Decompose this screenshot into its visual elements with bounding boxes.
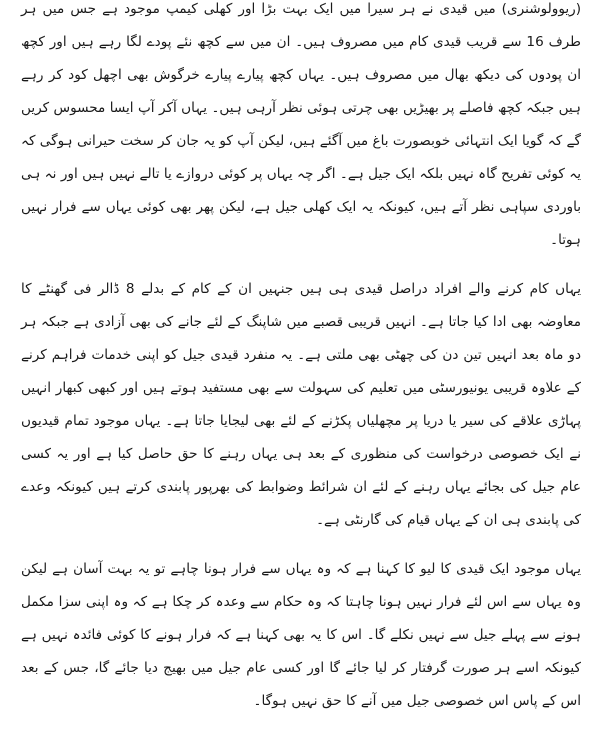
article-paragraph: یہاں کام کرنے والے افراد دراصل قیدی ہی ہیں جنہیں ان کے کام کے بدلے 8 ڈالر فی گھنٹے کا معاوضہ بھی ادا کیا جاتا ہے۔ انہیں قریبی قصبے میں شاپنگ کے لئے جانے کی بھی آزادی ہے جبکہ ہر دو ماہ بعد انہیں تین دن کی چھٹی بھی ملتی ہے۔ یہ منفرد قیدی جیل کو اپنی خدمات فراہم کرنے کے علاوہ قریبی یونیورسٹی میں تعلیم کی سہولت سے بھی مستفید ہوتے ہیں اور کبھی کبھار انہیں پہاڑی علاقے کی سیر یا دریا پر مچھلیاں پکڑنے کے لئے بھی لیجایا جاتا ہے۔ یہاں موجود تمام قیدیوں نے ایک خصوصی درخواست کی منظوری کے بعد ہی یہاں رہنے کا حق حاصل کیا ہے اور یہ کسی عام جیل کی بجائے یہاں رہنے کے لئے ان شرائط وضوابط کی بھرپور پابندی کرتے ہیں کیونکہ وعدے کی پابندی ہی ان کے یہاں قیام کی گارنٹی ہے۔ [21,281,582,528]
article-body [21,0,581,734]
article-paragraph: یہاں موجود ایک قیدی کا لیو کا کہنا ہے کہ وہ یہاں سے فرار ہونا چاہے تو یہ بہت آسان ہے لیکن وہ یہاں سے اس لئے فرار نہیں ہونا چاہتا کہ وہ حکام سے وعدہ کر چکا ہے کہ وہ اپنی سزا مکمل ہونے سے پہلے جیل سے نہیں نکلے گا۔ اس کا یہ بھی کہنا ہے کہ فرار ہونے کا کوئی فائدہ نہیں ہے کیونکہ اسے ہر صورت گرفتار کر لیا جائے گا اور کسی عام جیل میں بھیج دیا جائے گا، جس کے بعد اس کے پاس اس خصوصی جیل میں آنے کا حق نہیں ہوگا۔ [21,561,581,709]
article-paragraph: (ریوولوشنری) میں قیدی نے ہر سیرا میں ایک بہت بڑا اور کھلی کیمپ موجود ہے جس میں ہر طرف 16 سے قریب قیدی کام میں مصروف ہیں۔ ان میں سے کچھ نئے پودے لگا رہے ہیں اور کچھ ان پودوں کی دیکھ بھال میں مصروف ہیں۔ یہاں کچھ پیارے پیارے خرگوش بھی اچھل کود کر رہے ہیں جبکہ کچھ فاصلے پر بھیڑیں بھی چرتی ہوئی نظر آرہی ہیں۔ یہاں آکر آپ ایسا محسوس کریں گے کہ گویا ایک انتہائی خوبصورت باغ میں آگئے ہیں، لیکن آپ کو یہ جان کر سخت حیرانی ہوگی کہ یہ کوئی تفریح گاہ نہیں بلکہ ایک جیل ہے۔ اگر چہ یہاں پر کوئی دروازے یا تالے نہیں ہیں اور نہ ہی باوردی سپاہی نظر آتے ہیں، کیونکہ یہ ایک کھلی جیل ہے، لیکن پھر بھی کوئی یہاں سے فرار نہیں ہوتا۔ [21,1,582,248]
